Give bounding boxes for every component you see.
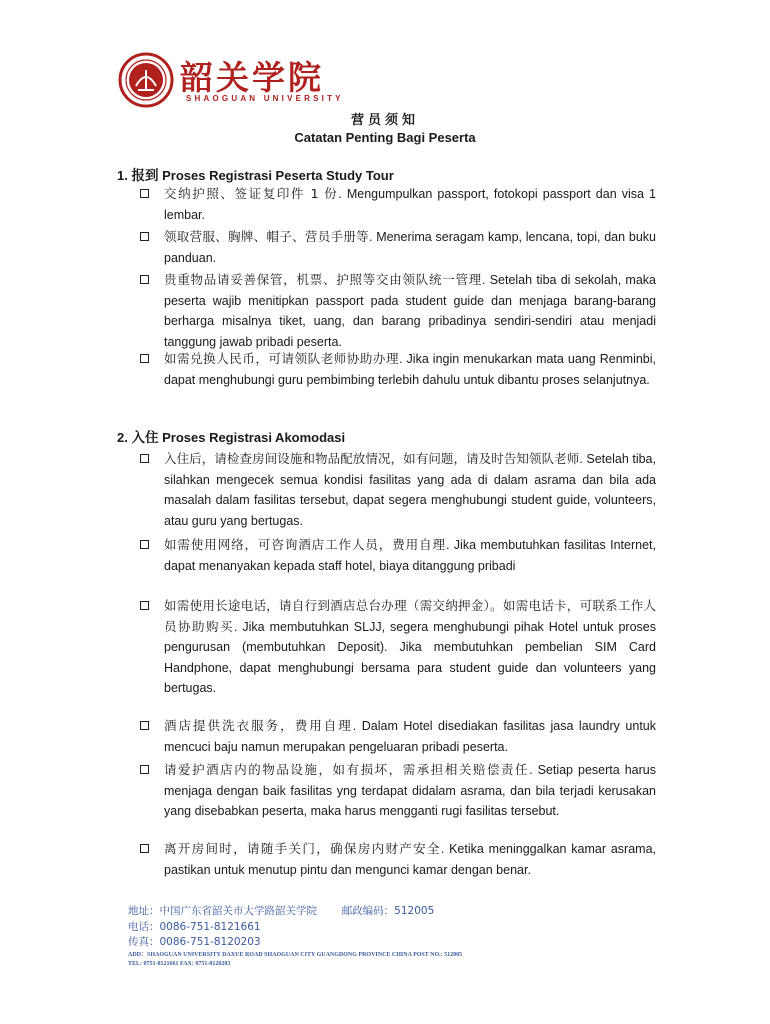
- item-text-cn: 请爱护酒店内的物品设施，如有损坏，需承担相关赔偿责任: [164, 762, 530, 777]
- item-text-id: . Jika ingin menukarkan mata uang Renminbi, dapat menghubungi guru pembimbing terlebih dahulu untuk dibantu proses selanjutnya.: [164, 352, 656, 387]
- section-heading-id: Proses Registrasi Akomodasi: [162, 430, 346, 445]
- footer-contact: [128, 904, 462, 969]
- checkbox-icon: [140, 275, 149, 284]
- section-number: 2.: [117, 430, 128, 445]
- checkbox-icon: [140, 454, 149, 463]
- item-text-id: . Dalam Hotel disediakan fasilitas jasa laundry untuk mencuci baju namun merupakan pengeluaran pribadi peserta.: [164, 719, 656, 754]
- item-text-cn: 入住后，请检查房间设施和物品配放情况，如有问题，请及时告知领队老师: [164, 451, 580, 466]
- checkbox-icon: [140, 189, 149, 198]
- footer-fax: 传真：0086-751-8120203: [128, 936, 261, 948]
- footer-address-en: ADD：SHAOGUAN UNIVERSITY DAXUE ROAD SHAOGUAN CITY GUANGDONG PROVINCE CHINA POST NO.: 512005: [128, 951, 463, 958]
- item-text-id: . Mengumpulkan passport, fotokopi passport dan visa 1 lembar.: [164, 187, 656, 222]
- section-heading-cn: 报到: [131, 168, 159, 184]
- item-text-cn: 酒店提供洗衣服务，费用自理: [164, 718, 353, 733]
- logo-chinese-name: 韶关学院: [180, 58, 324, 97]
- item-text-id: . Jika membutuhkan fasilitas Internet, dapat menanyakan kepada staff hotel, biaya ditanggung pribadi: [164, 538, 656, 573]
- item-text-cn: 领取营服、胸牌、帽子、营员手册等: [164, 229, 369, 244]
- item-text-id: . Menerima seragam kamp, lencana, topi, dan buku panduan.: [164, 230, 656, 265]
- item-text-cn: 如需使用长途电话，请自行到酒店总台办理（需交纳押金）。如需电话卡，可联系工作人员协助购买: [164, 598, 656, 634]
- checkbox-icon: [140, 765, 149, 774]
- logo-english-name: SHAOGUAN UNIVERSITY: [186, 94, 344, 103]
- page-title-indonesian: Catatan Penting Bagi Peserta: [294, 130, 476, 145]
- footer-postcode: 邮政编码：512005: [341, 905, 435, 917]
- item-text-id: . Ketika meninggalkan kamar asrama, pastikan untuk menutup pintu dan mengunci kamar dengan benar.: [164, 842, 656, 877]
- item-text-cn: 离开房间时，请随手关门，确保房内财产安全: [164, 841, 441, 856]
- checkbox-icon: [140, 232, 149, 241]
- checkbox-icon: [140, 354, 149, 363]
- checkbox-icon: [140, 601, 149, 610]
- footer-tel-fax-en: TEL: 0751-8121661 FAX: 0751-8120203: [128, 960, 231, 967]
- checkbox-icon: [140, 844, 149, 853]
- item-text-id: . Jika membutuhkan SLJJ, segera menghubungi pihak Hotel untuk proses pengurusan (membutuhkan Deposit). Jika membutuhkan pembelian SIM Card Handphone, dapat menghubungi bersama para student guide dan volunteers yang bertugas.: [164, 619, 656, 695]
- item-text-cn: 交纳护照、签证复印件 1 份: [164, 186, 339, 201]
- checkbox-icon: [140, 721, 149, 730]
- section-number: 1.: [117, 168, 128, 183]
- item-text-cn: 如需使用网络，可咨询酒店工作人员，费用自理: [164, 537, 446, 552]
- section-heading-accommodation: [117, 426, 677, 446]
- item-text-cn: 贵重物品请妥善保管，机票、护照等交由领队统一管理: [164, 272, 482, 287]
- university-seal-icon: [118, 52, 174, 108]
- item-text-id: . Setiap peserta harus menjaga dengan baik fasilitas yng terdapat didalam asrama, dan bila terjadi kerusakan yang disebabkan peserta, maka harus mengganti rugi fasilitas tersebut.: [164, 763, 656, 818]
- item-text-cn: 如需兑换人民币，可请领队老师协助办理: [164, 351, 400, 366]
- item-text-id: . Setelah tiba, silahkan mengecek semua kondisi fasilitas yang ada di dalam asrama dan bila ada masalah dalam fasilitas tersebut, dapat segera menghubungi student guide, volunteers, atau guru yang bertugas.: [164, 452, 656, 528]
- university-logo: [118, 52, 344, 114]
- checkbox-icon: [140, 540, 149, 549]
- page-title-chinese: 营员须知: [350, 113, 419, 128]
- section-heading-cn: 入住: [131, 430, 159, 446]
- section-heading-registration: [117, 164, 677, 184]
- item-text-id: . Setelah tiba di sekolah, maka peserta wajib menitipkan passport pada student guide dan menjaga barang-barang berharga misalnya tiket, uang, dan barang pribadinya sendiri-sendiri atau menjadi tanggung jawab pribadi peserta.: [164, 273, 656, 349]
- footer-address: 地址：中国广东省韶关市大学路韶关学院: [128, 905, 317, 917]
- section-heading-id: Proses Registrasi Peserta Study Tour: [162, 168, 394, 183]
- footer-phone: 电话：0086-751-8121661: [128, 920, 261, 933]
